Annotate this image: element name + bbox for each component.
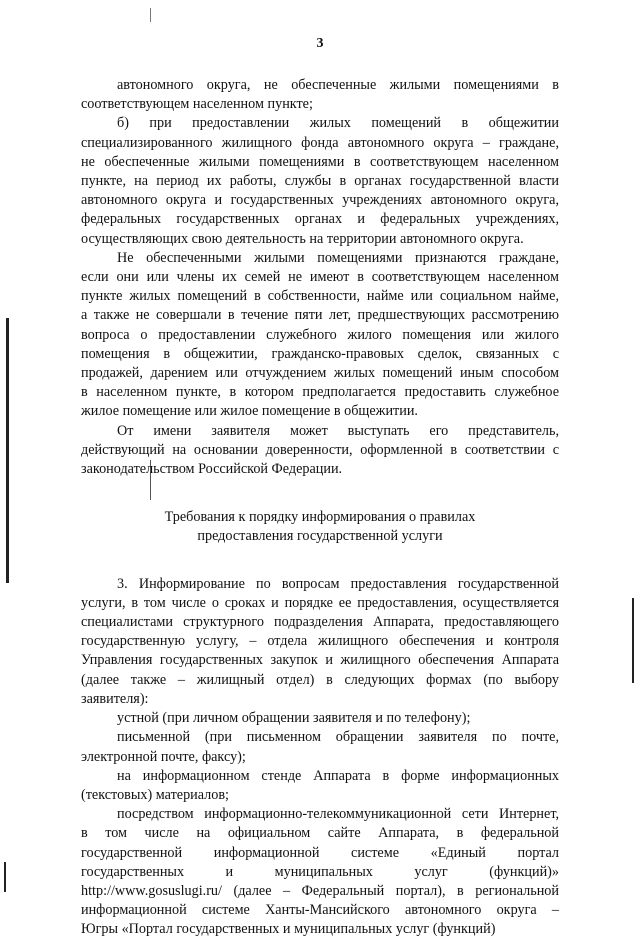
scan-artifact-top-tick: [150, 8, 151, 22]
text-line: Управления государственных закупок и жилищного обеспечения Аппарата: [81, 652, 559, 669]
text-line: жилое помещение или жилое помещение в общежитии.: [81, 403, 418, 420]
text-line: государственную услугу, – отдела жилищного обеспечения и контроля: [81, 633, 559, 650]
text-line: http://www.gosuslugi.ru/ (далее – Федеральный портал), в региональной: [81, 882, 559, 899]
paragraph: [81, 76, 559, 114]
paragraph: [81, 728, 559, 766]
text-line: соответствующем населенном пункте;: [81, 96, 313, 113]
bottom-paragraphs: [81, 575, 559, 940]
text-line: на информационном стенде Аппарата в форме информационных: [117, 767, 559, 784]
section-heading: [81, 508, 559, 546]
text-line: Не обеспеченными жилыми помещениями признаются граждане,: [117, 249, 559, 266]
text-line: письменной (при письменном обращении заявителя по почте,: [117, 729, 559, 746]
text-line: автономного округа и государственных учреждениях автономного округа,: [81, 192, 559, 209]
section-heading-line1: Требования к порядку информирования о правилах: [164, 509, 476, 526]
text-line: вопроса о предоставлении служебного жилого помещения или жилого: [81, 326, 559, 343]
text-line: (текстовых) материалов;: [81, 786, 229, 803]
text-line: продажей, дарением или отчуждением жилых помещений иным способом: [81, 365, 559, 382]
text-line: пункте, на период их работы, службы в органах государственной власти: [81, 173, 559, 190]
text-line: помещения в общежитии, гражданско-правовых сделок, связанных с: [81, 345, 559, 362]
text-line: осуществляющих свою деятельность на территории автономного округа.: [81, 230, 524, 247]
text-line: пункте жилых помещений в собственности, найме или социальном найме,: [81, 288, 559, 305]
paragraph: [81, 249, 559, 422]
text-line: услуги, в том числе о сроках и порядке ее предоставления, осуществляется: [81, 594, 559, 611]
document-body: [81, 76, 559, 940]
paragraph: [81, 805, 559, 939]
page-number: 3: [316, 36, 324, 51]
paragraph: [81, 422, 559, 480]
text-line: заявителя):: [81, 690, 149, 707]
text-line: информационной системе Ханты-Мансийского автономного округа –: [81, 902, 559, 919]
paragraph: [81, 575, 559, 709]
text-line: не обеспеченные жилыми помещениями в соответствующем населенном: [81, 153, 559, 170]
text-line: посредством информационно-телекоммуникационной сети Интернет,: [117, 806, 559, 823]
text-line: автономного округа, не обеспеченные жилыми помещениями в: [117, 77, 559, 93]
text-line: законодательством Российской Федерации.: [81, 461, 343, 478]
text-line: б) при предоставлении жилых помещений в общежитии: [117, 115, 559, 132]
paragraph: [81, 767, 559, 805]
text-line: в населенном пункте, в котором предполагается предоставить служебное: [81, 384, 559, 401]
text-line: федеральных государственных органах и федеральных учреждениях,: [81, 211, 559, 228]
text-line: если они или члены их семей не имеют в соответствующем населенном: [81, 269, 559, 286]
text-line: специализированного жилищного фонда автономного округа – граждане,: [81, 134, 559, 151]
text-line: устной (при личном обращении заявителя и по телефону);: [117, 710, 471, 727]
text-line: (далее также – жилищный отдел) в следующих формах (по выбору: [81, 671, 559, 688]
text-line: электронной почте, факсу);: [81, 748, 246, 765]
paragraph: [81, 709, 559, 728]
text-line: государственной информационной системе «Единый портал: [81, 844, 559, 861]
section-heading-line2: предоставления государственной услуги: [197, 528, 443, 545]
paragraph: [81, 114, 559, 248]
text-line: Югры «Портал государственных и муниципальных услуг (функций): [81, 921, 496, 938]
text-line: государственных и муниципальных услуг (функций)»: [81, 863, 559, 880]
top-paragraphs: [81, 76, 559, 479]
text-line: специалистами структурного подразделения Аппарата, предоставляющего: [81, 614, 559, 631]
text-line: в том числе на официальном сайте Аппарата, в федеральной: [81, 825, 559, 842]
text-line: От имени заявителя может выступать его представитель,: [117, 422, 559, 439]
text-line: 3. Информирование по вопросам предоставления государственной: [117, 575, 559, 592]
text-line: а также не совершали в течение пяти лет, предшествующих рассмотрению: [81, 307, 559, 324]
scan-artifact-left-tick: [4, 862, 6, 892]
scan-artifact-right-tick: [632, 598, 634, 683]
scan-artifact-left-bar: [6, 318, 9, 583]
text-line: действующий на основании доверенности, оформленной в соответствии с: [81, 441, 559, 458]
